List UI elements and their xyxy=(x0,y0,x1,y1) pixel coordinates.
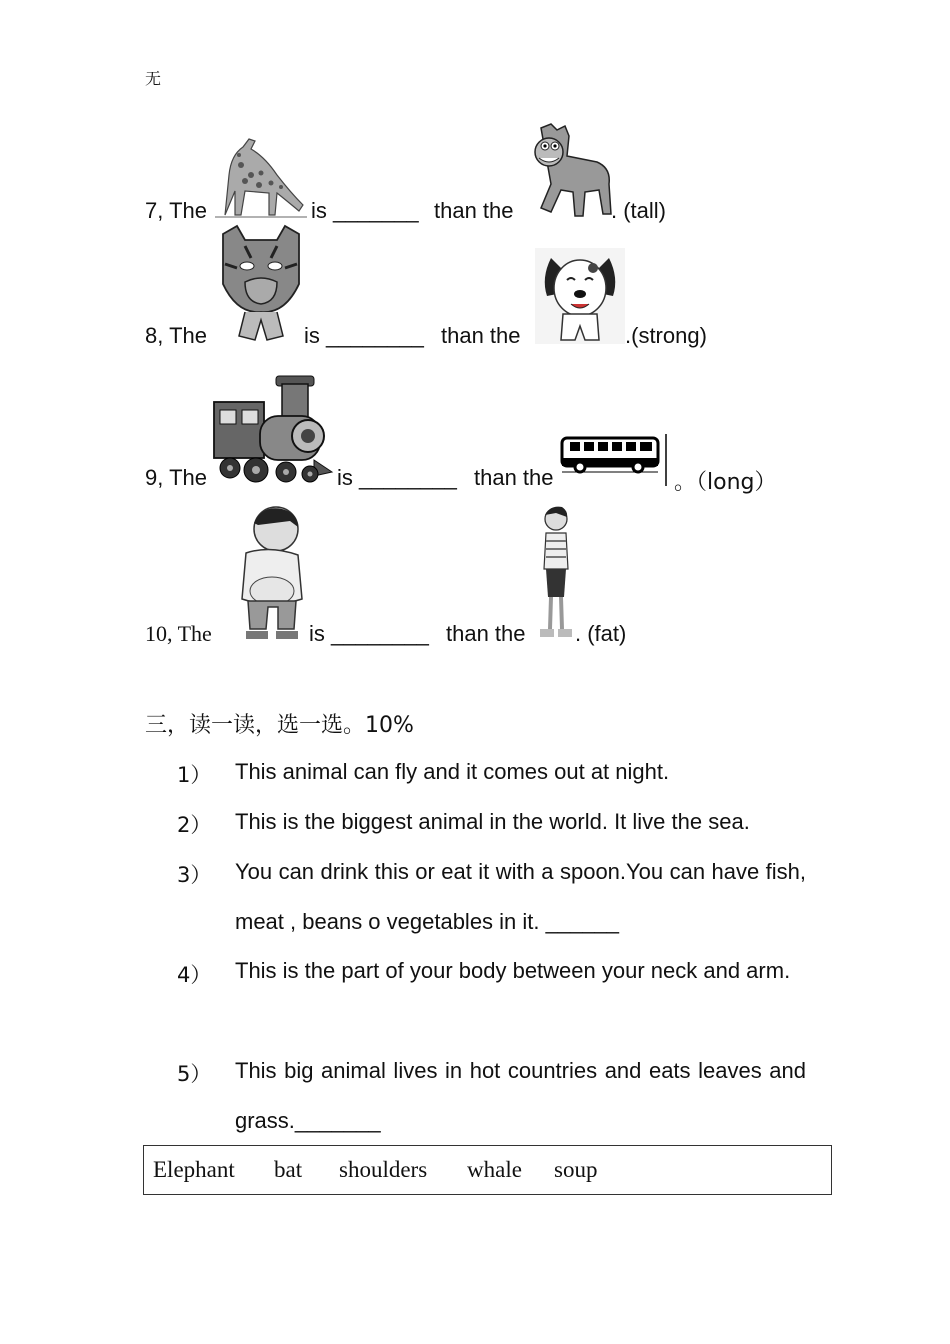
word-bank-box xyxy=(143,1145,832,1195)
header-mark: 无 xyxy=(145,69,162,88)
q9-number: 9, The xyxy=(145,465,207,490)
item-5-text: This big animal lives in hot countries and eats leaves and grass._______ xyxy=(235,1058,806,1133)
item-3-text: You can drink this or eat it with a spoon.You can have fish, meat , beans o vegetables in it. ______ xyxy=(235,859,806,934)
item-3-number: 3） xyxy=(177,863,212,887)
q8-than-the: than the xyxy=(441,323,521,348)
word-bank-item: bat xyxy=(274,1157,303,1182)
giraffe-icon xyxy=(215,135,307,220)
item-4-text: This is the part of your body between your neck and arm. xyxy=(235,958,791,983)
q8-adjective: .(strong) xyxy=(625,323,707,348)
q7-than-the: than the xyxy=(434,198,514,223)
q10-adjective: . (fat) xyxy=(575,621,627,646)
item-2-number: 2） xyxy=(177,813,212,837)
word-bank-item: whale xyxy=(467,1157,522,1182)
item-1-number: 1） xyxy=(177,763,212,787)
bus-icon xyxy=(560,432,668,488)
item-1-text: This animal can fly and it comes out at night. xyxy=(235,759,670,784)
item-4-number: 4） xyxy=(177,963,212,987)
q9-is-blank: is ________ xyxy=(337,465,457,490)
q10-is-blank: is ________ xyxy=(309,621,429,646)
word-bank-item: shoulders xyxy=(339,1157,428,1182)
section-title: 三，读一读，选一选。10% xyxy=(145,713,414,738)
q7-is-blank: is _______ xyxy=(311,198,419,223)
dog-icon xyxy=(535,248,625,344)
thin-boy-icon xyxy=(536,505,574,641)
q9-than-the: than the xyxy=(474,465,554,490)
q7-number: 7, The xyxy=(145,198,207,223)
item-5-number: 5） xyxy=(177,1062,212,1086)
q7-adjective: . (tall) xyxy=(611,198,666,223)
tiger-icon xyxy=(215,224,307,344)
q10-than-the: than the xyxy=(446,621,526,646)
q8-number: 8, The xyxy=(145,323,207,348)
word-bank-item: soup xyxy=(554,1157,598,1182)
train-icon xyxy=(210,372,334,488)
q8-is-blank: is ________ xyxy=(304,323,424,348)
horse-icon xyxy=(527,122,615,220)
q9-adjective: 。（long） xyxy=(674,470,777,495)
fat-boy-icon xyxy=(232,505,306,641)
item-2-text: This is the biggest animal in the world. It live the sea. xyxy=(235,809,750,834)
word-bank-item: Elephant xyxy=(153,1157,235,1182)
q10-number: 10, The xyxy=(145,621,212,646)
